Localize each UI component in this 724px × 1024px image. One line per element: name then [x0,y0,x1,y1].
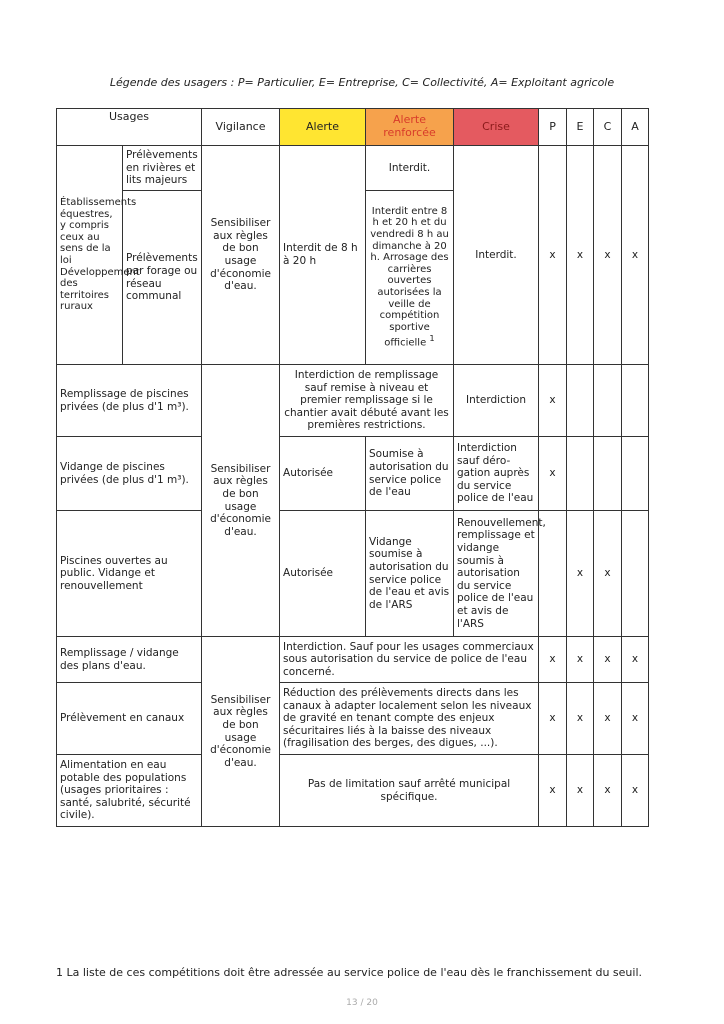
vidange-piscine-alerte: Autorisée [280,437,366,511]
aep-e: x [567,755,594,827]
etab-ar1: Interdit. [366,146,454,191]
etab-p: x [539,146,567,365]
header-a: A [622,109,649,146]
plans-eau-c: x [594,637,622,683]
etab-e: x [567,146,594,365]
aep-c: x [594,755,622,827]
header-c: C [594,109,622,146]
piscines-public-crise: Renouvellement, remplissage et vidange soumis à autorisation du service police de l'eau et avis de l'ARS [454,511,539,637]
etab-ar2 [366,191,454,365]
vidange-piscine-ar: Soumise à autorisation du service police de l'eau [366,437,454,511]
piscines-public-alerte: Autorisée [280,511,366,637]
restrictions-table [56,108,649,827]
piscines-public-label: Piscines ouvertes au public. Vidange et renouvellement [57,511,202,637]
etab-sub2: Prélèvements par forage ou réseau communal [123,191,202,365]
table-row [57,755,649,827]
piscines-public-c: x [594,511,622,637]
table-row [57,511,649,637]
empty-cell [622,365,649,437]
canaux-p: x [539,683,567,755]
etab-alerte: Interdit de 8 h à 20 h [280,146,366,365]
page-number: 13 / 20 [346,998,378,1008]
canaux-label: Prélèvement en canaux [57,683,202,755]
canaux-e: x [567,683,594,755]
etab-label: Établissements équestres, y compris ceux au sens de la loi Développement des territoires ruraux [57,146,123,365]
header-crise: Crise [454,109,539,146]
etab-sub1: Prélèvements en rivières et lits majeurs [123,146,202,191]
etab-crise: Interdit. [454,146,539,365]
vidange-piscine-p: x [539,437,567,511]
header-row [57,109,649,146]
plans-eau-p: x [539,637,567,683]
footnote: 1 La liste de ces compétitions doit être adressée au service police de l'eau dès le franchissement du seuil. [56,966,643,979]
table-row [57,437,649,511]
footnote-ref: 1 [429,333,435,344]
canal-vigilance: Sensibiliser aux règles de bon usage d'économie d'eau. [202,637,280,827]
canaux-a: x [622,683,649,755]
empty-cell [539,511,567,637]
vidange-piscine-label: Vidange de piscines privées (de plus d'1 m³). [57,437,202,511]
pool-vigilance: Sensibiliser aux règles de bon usage d'économie d'eau. [202,365,280,637]
empty-cell [567,437,594,511]
canaux-text: Réduction des prélèvements directs dans les canaux à adapter localement selon les niveaux de gravité en tenant compte des enjeux sécuritaires liés à la baisse des niveaux (fragilisation des berges, des digues, ...). [280,683,539,755]
header-p: P [539,109,567,146]
header-usages: Usages [57,109,202,146]
canaux-c: x [594,683,622,755]
piscines-public-ar: Vidange soumise à autorisation du service police de l'eau et avis de l'ARS [366,511,454,637]
table-row [57,146,649,191]
legend: Légende des usagers : P= Particulier, E= Entreprise, C= Collectivité, A= Exploitant agricole [109,76,615,89]
header-alerte-renforcee: Alerte renforcée [366,109,454,146]
rempl-piscine-crise: Interdiction [454,365,539,437]
piscines-public-e: x [567,511,594,637]
empty-cell [594,365,622,437]
plans-eau-e: x [567,637,594,683]
vidange-piscine-crise: Interdiction sauf déro-gation auprès du service police de l'eau [454,437,539,511]
aep-label: Alimentation en eau potable des populations (usages prioritaires : santé, salubrité, sécurité civile). [57,755,202,827]
empty-cell [567,365,594,437]
aep-text: Pas de limitation sauf arrêté municipal spécifique. [280,755,539,827]
header-vigilance: Vigilance [202,109,280,146]
empty-cell [594,437,622,511]
empty-cell [622,511,649,637]
rempl-piscine-alerte-ar: Interdiction de remplissage sauf remise à niveau et premier remplissage si le chantier avait débuté avant les premières restrictions. [280,365,454,437]
table-row [57,365,649,437]
header-e: E [567,109,594,146]
aep-p: x [539,755,567,827]
plans-eau-text: Interdiction. Sauf pour les usages commerciaux sous autorisation du service de police de l'eau concerné. [280,637,539,683]
table-row [57,637,649,683]
aep-a: x [622,755,649,827]
plans-eau-a: x [622,637,649,683]
etab-c: x [594,146,622,365]
empty-cell [622,437,649,511]
header-alerte: Alerte [280,109,366,146]
plans-eau-label: Remplissage / vidange des plans d'eau. [57,637,202,683]
table-row [57,683,649,755]
etab-ar2-text: Interdit entre 8 h et 20 h et du vendredi 8 h au dimanche à 20 h. Arrosage des carrières ouvertes autorisées la veille de compétition sportive officielle [370,205,449,349]
etab-vigilance: Sensibiliser aux règles de bon usage d'économie d'eau. [202,146,280,365]
rempl-piscine-label: Remplissage de piscines privées (de plus d'1 m³). [57,365,202,437]
etab-a: x [622,146,649,365]
rempl-piscine-p: x [539,365,567,437]
